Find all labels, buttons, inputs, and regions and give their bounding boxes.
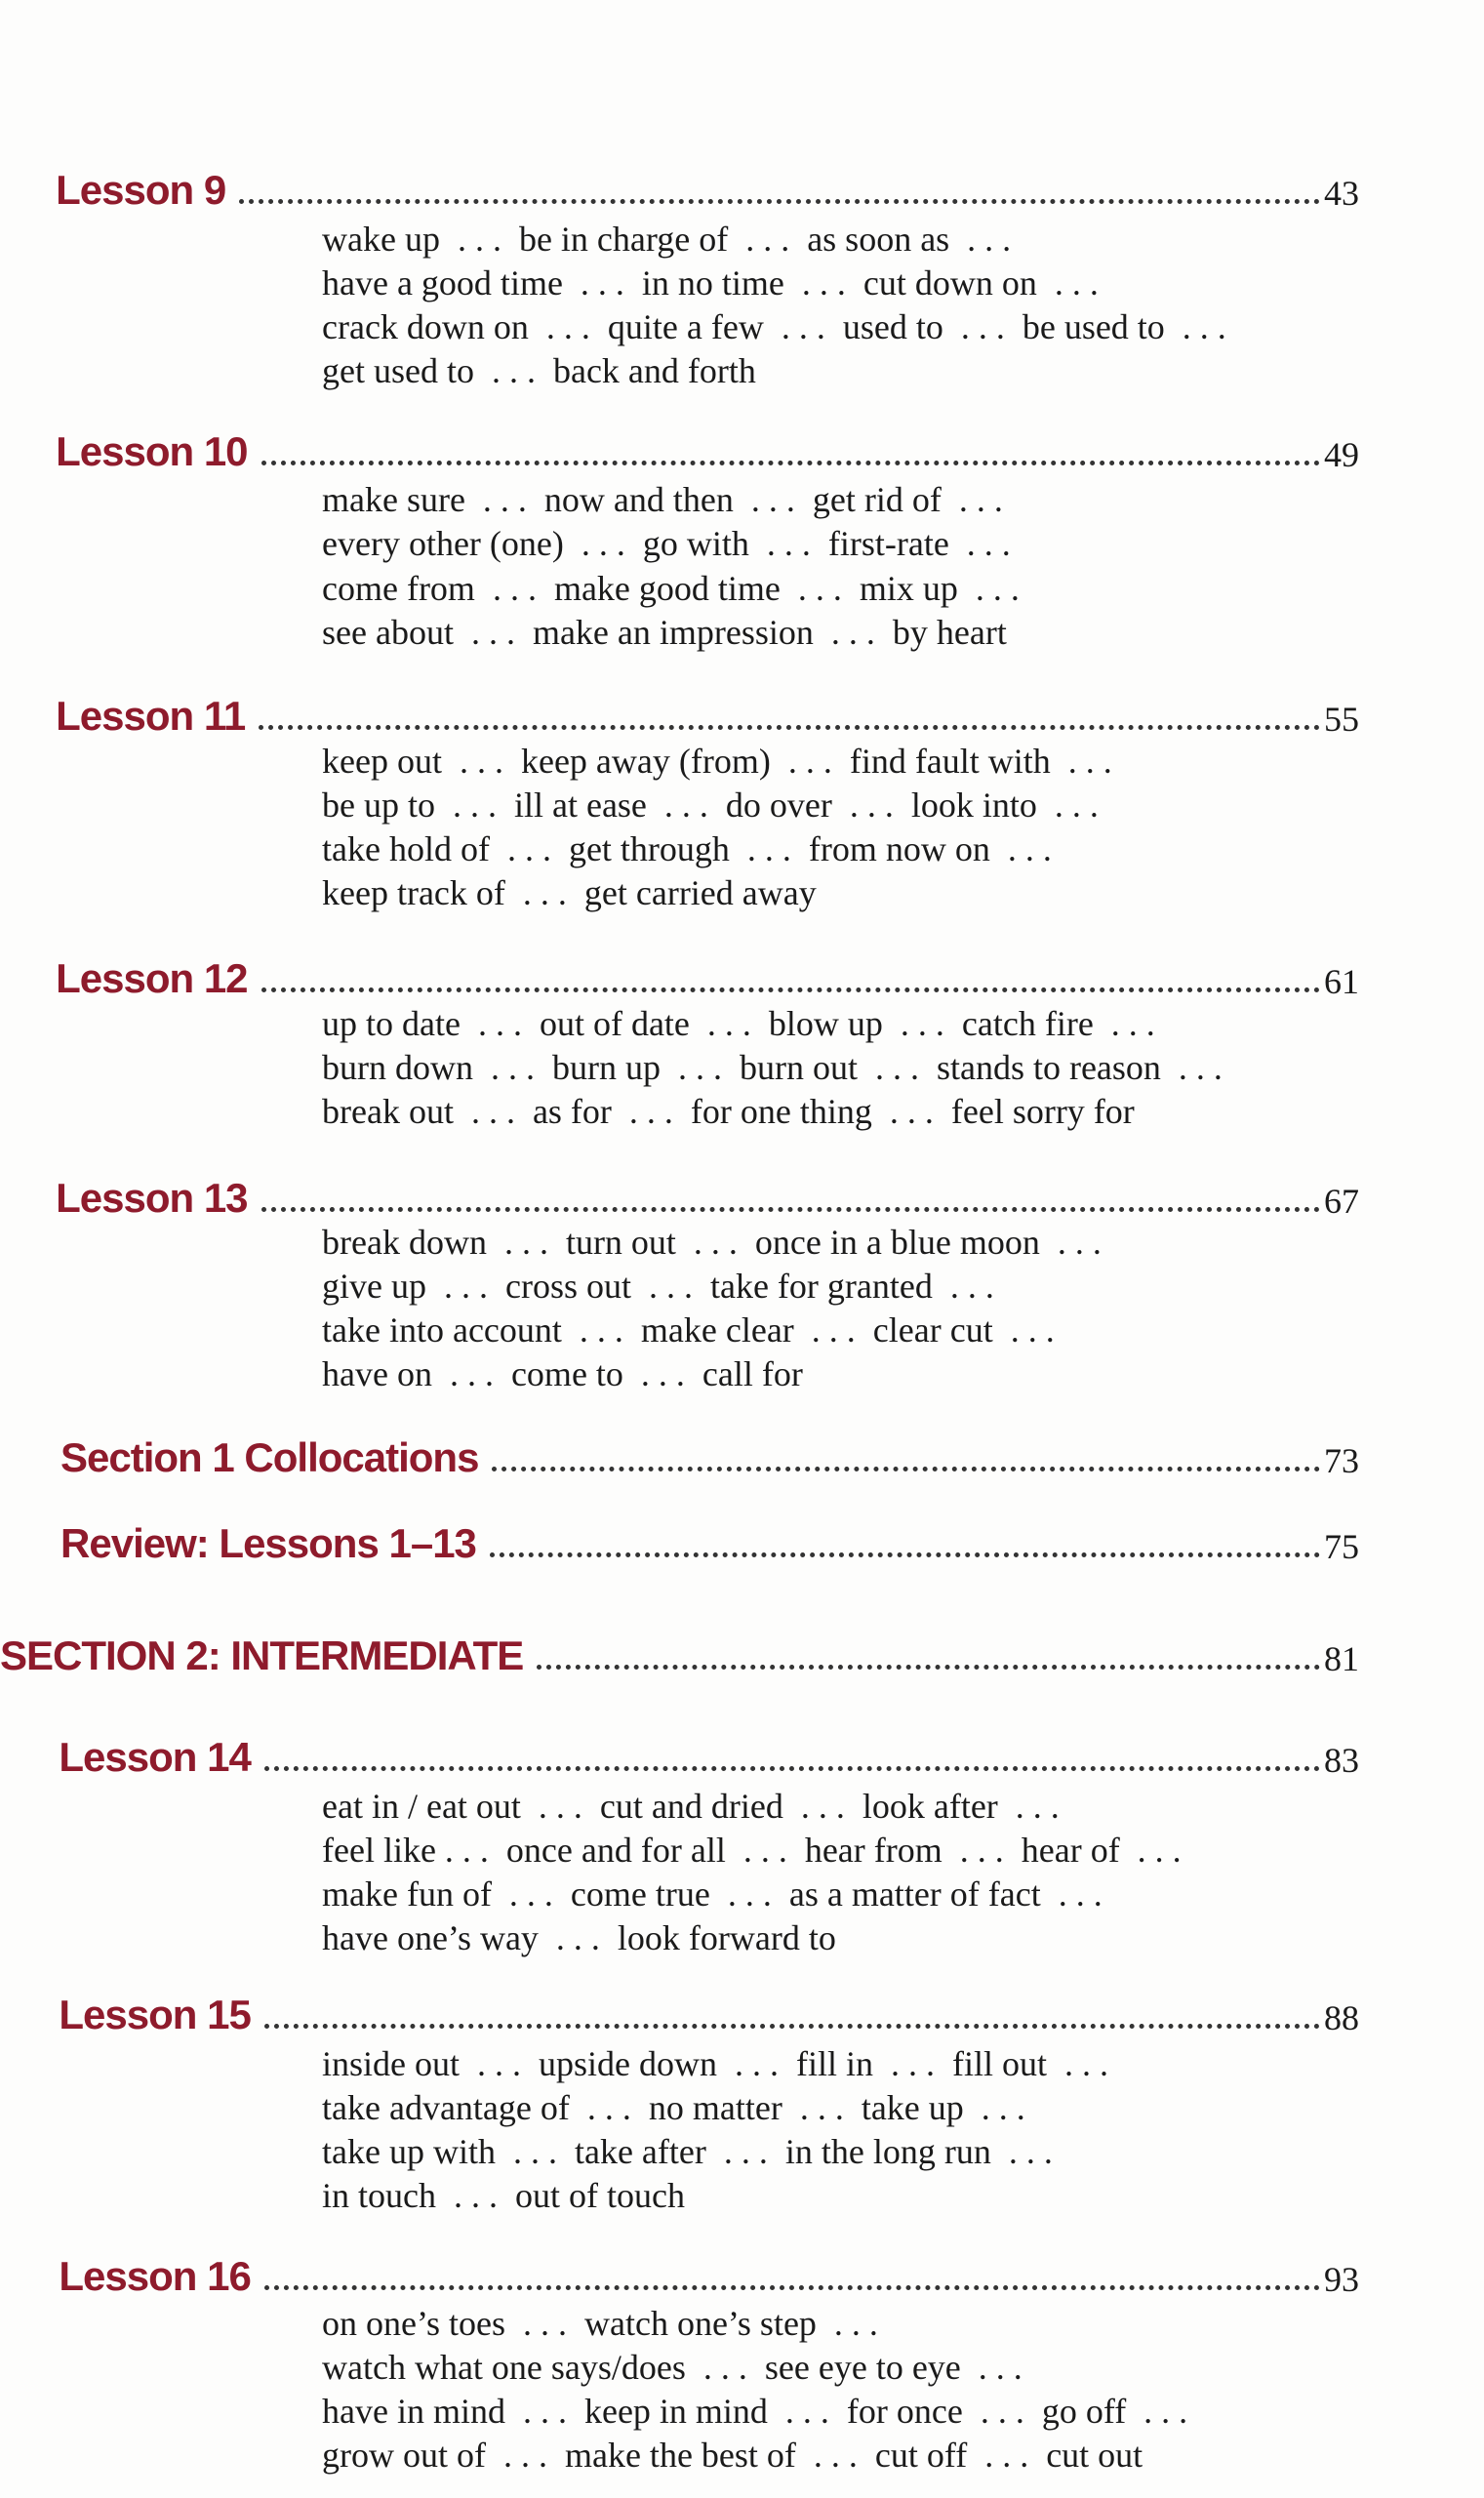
dot-leader (239, 199, 1320, 204)
idiom-line: have one’s way . . . look forward to (322, 1917, 836, 1957)
heading-title: Lesson 10 (56, 427, 248, 474)
idiom-line: wake up . . . be in charge of . . . as soon as . . . (322, 219, 1012, 259)
dot-leader (261, 461, 1320, 465)
dot-leader (537, 1665, 1320, 1670)
toc-heading (60, 1432, 1359, 1483)
toc-heading (59, 2251, 1359, 2302)
toc-heading (0, 1631, 1359, 1681)
dot-leader (490, 1552, 1320, 1557)
dot-leader (261, 1207, 1320, 1212)
idiom-line: on one’s toes . . . watch one’s step . . . (322, 2304, 878, 2344)
toc-heading (59, 1990, 1359, 2040)
heading-title: Lesson 14 (59, 1733, 251, 1780)
heading-title: Section 1 Collocations (60, 1434, 479, 1481)
idiom-line: watch what one says/does . . . see eye to eye . . . (322, 2348, 1023, 2388)
dot-leader (261, 987, 1320, 992)
dot-leader (264, 2285, 1320, 2290)
page-number: 93 (1324, 2260, 1359, 2300)
page-number: 73 (1324, 1441, 1359, 1481)
idiom-line: have on . . . come to . . . call for (322, 1354, 803, 1394)
heading-title: Lesson 9 (56, 167, 226, 214)
idiom-line: keep out . . . keep away (from) . . . find fault with . . . (322, 742, 1112, 782)
idiom-line: feel like . . . once and for all . . . hear from . . . hear of . . . (322, 1830, 1182, 1870)
idiom-line: give up . . . cross out . . . take for granted . . . (322, 1267, 994, 1306)
idiom-line: crack down on . . . quite a few . . . used to . . . be used to . . . (322, 306, 1226, 346)
dot-leader (259, 725, 1320, 730)
toc-heading (59, 1732, 1359, 1783)
idiom-line: take advantage of . . . no matter . . . take up . . . (322, 2088, 1025, 2128)
dot-leader (492, 1467, 1320, 1471)
idiom-line: have a good time . . . in no time . . . cut down on . . . (322, 262, 1099, 302)
idiom-line: make fun of . . . come true . . . as a matter of fact . . . (322, 1874, 1103, 1914)
page-number: 88 (1324, 1998, 1359, 2038)
heading-title: SECTION 2: INTERMEDIATE (0, 1632, 524, 1678)
toc-heading (56, 165, 1359, 216)
idiom-line: take up with . . . take after . . . in the long run . . . (322, 2132, 1053, 2172)
idiom-line: be up to . . . ill at ease . . . do over . . . look into . . . (322, 786, 1099, 826)
dot-leader (264, 1766, 1320, 1771)
idiom-line: see about . . . make an impression . . . by heart (322, 612, 1007, 652)
toc-heading (56, 1173, 1359, 1224)
toc-heading (56, 953, 1359, 1004)
page-number: 81 (1324, 1638, 1359, 1678)
idiom-line: grow out of . . . make the best of . . . cut off . . . cut out (322, 2436, 1143, 2476)
dot-leader (264, 2024, 1320, 2029)
page-number: 75 (1324, 1527, 1359, 1567)
toc-heading (56, 691, 1359, 742)
page-number: 67 (1324, 1182, 1359, 1222)
idiom-line: come from . . . make good time . . . mix up . . . (322, 568, 1020, 608)
heading-title: Lesson 12 (56, 954, 248, 1001)
heading-title: Lesson 13 (56, 1175, 248, 1222)
heading-title: Lesson 11 (56, 692, 246, 739)
idiom-line: in touch . . . out of touch (322, 2176, 685, 2216)
heading-title: Lesson 16 (59, 2253, 251, 2300)
idiom-line: break out . . . as for . . . for one thing . . . feel sorry for (322, 1092, 1135, 1132)
idiom-line: make sure . . . now and then . . . get rid of . . . (322, 480, 1003, 520)
idiom-line: take hold of . . . get through . . . from now on . . . (322, 829, 1052, 869)
idiom-line: have in mind . . . keep in mind . . . for once . . . go off . . . (322, 2392, 1188, 2432)
idiom-line: up to date . . . out of date . . . blow up . . . catch fire . . . (322, 1004, 1155, 1044)
idiom-line: burn down . . . burn up . . . burn out . . . stands to reason . . . (322, 1048, 1223, 1088)
page-number: 61 (1324, 961, 1359, 1001)
idiom-line: keep track of . . . get carried away (322, 873, 817, 913)
page-number: 49 (1324, 434, 1359, 474)
heading-title: Review: Lessons 1–13 (60, 1520, 476, 1567)
idiom-line: eat in / eat out . . . cut and dried . . . look after . . . (322, 1786, 1060, 1826)
toc-heading (60, 1518, 1359, 1569)
page-number: 43 (1324, 174, 1359, 214)
page-number: 55 (1324, 699, 1359, 739)
heading-title: Lesson 15 (59, 1992, 251, 2038)
idiom-line: every other (one) . . . go with . . . first-rate . . . (322, 524, 1011, 564)
toc-heading (56, 426, 1359, 477)
page-number: 83 (1324, 1740, 1359, 1780)
idiom-line: get used to . . . back and forth (322, 350, 756, 390)
idiom-line: inside out . . . upside down . . . fill in . . . fill out . . . (322, 2044, 1108, 2084)
idiom-line: break down . . . turn out . . . once in a blue moon . . . (322, 1222, 1102, 1262)
idiom-line: take into account . . . make clear . . . clear cut . . . (322, 1310, 1055, 1350)
